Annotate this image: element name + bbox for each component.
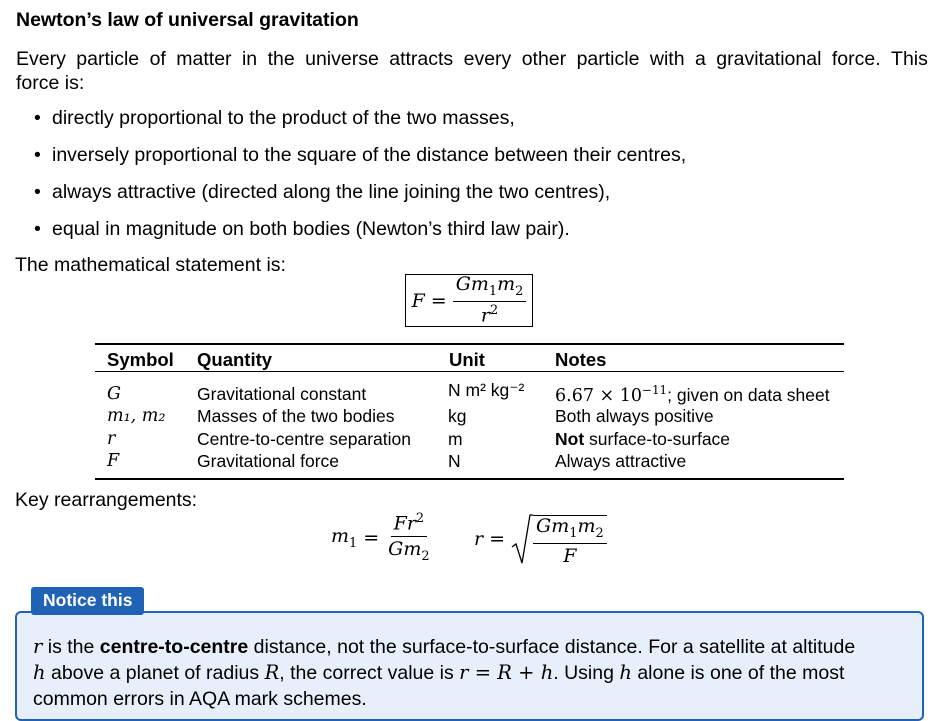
bullet-icon: • [34, 181, 41, 203]
intro-word: the [267, 48, 295, 70]
intro-word: of [149, 48, 166, 70]
bullet-text: always attractive (directed along the line joining the two centres), [52, 181, 611, 203]
table-cell-quantity: Gravitational force [197, 451, 340, 471]
table-rule-top [95, 343, 844, 345]
table-header-quantity: Quantity [197, 349, 273, 370]
bullet-icon: • [34, 144, 41, 166]
table-cell-unit: N m² kg⁻² [448, 380, 525, 400]
intro-paragraph [16, 47, 928, 95]
intro-word: with [649, 48, 685, 70]
table-cell-unit: N [448, 451, 461, 471]
equals-sign: = [489, 528, 506, 551]
table-cell-symbol: m₁, m₂ [107, 406, 166, 426]
intro-line-1 [16, 47, 928, 71]
radical-sign-icon [511, 513, 533, 565]
table-header-notes: Notes [555, 349, 607, 370]
rearrangement-m1-fraction: $\frac{Fr^2}{Gm_2}$ [388, 511, 430, 565]
intro-word: every [463, 48, 512, 70]
bullet-icon: • [34, 218, 41, 240]
notice-line-1: r is the centre-to-centre distance, not the surface-to-surface distance. For a satellite at altitude [33, 635, 856, 658]
bullet-text: directly proportional to the product of the two masses, [52, 107, 515, 129]
equation-denominator: $r^2$ [480, 303, 499, 327]
notice-line-3: common errors in AQA mark schemes. [33, 688, 367, 710]
intro-word: in [241, 48, 258, 70]
list-item [34, 218, 570, 241]
table-cell-symbol: G [107, 384, 121, 404]
intro-word: particle [76, 48, 140, 70]
page-title: Newton’s law of universal gravitation [16, 9, 359, 31]
table-cell-unit: m [448, 429, 463, 449]
rearrangement-r: r = $\frac{Gm_1m_2}{F}$ [474, 512, 607, 567]
list-item [34, 144, 686, 167]
equation-numerator: $Gm_1m_2$ [453, 274, 527, 302]
square-root [511, 512, 607, 567]
notice-line-2: h above a planet of radius R, the correct value is r = R + h. Using h alone is one of the most [33, 661, 845, 684]
intro-word: gravitational [716, 48, 822, 70]
bullet-icon: • [34, 107, 41, 129]
table-rule-bottom [95, 478, 844, 480]
notice-text [33, 634, 907, 712]
equation-fraction [453, 274, 527, 326]
intro-word: attracts [389, 48, 454, 70]
table-cell-notes: Both always positive [555, 406, 714, 426]
table-cell-symbol: F [107, 451, 120, 471]
table-cell-unit: kg [448, 406, 467, 426]
intro-word: force. [831, 48, 881, 70]
intro-word: This [891, 48, 928, 70]
intro-word: universe [305, 48, 379, 70]
equation-lhs: F [411, 289, 425, 312]
list-item [34, 107, 515, 130]
intro-word: matter [176, 48, 232, 70]
intro-word: particle [576, 48, 640, 70]
table-cell-quantity: Gravitational constant [197, 384, 367, 404]
intro-word: a [694, 48, 706, 70]
rearrangement-r-fraction: $\frac{Gm_1m_2}{F}$ [533, 515, 607, 567]
rearrangement-m1: $m_1$ = $\frac{Fr^2}{Gm_2}$ [331, 512, 433, 564]
table-rule-mid [95, 371, 844, 372]
intro-word: other [521, 48, 567, 70]
equals-sign: = [430, 289, 447, 312]
boxed-equation [405, 274, 533, 327]
table-cell-notes: Not surface-to-surface [555, 429, 731, 449]
table-cell-symbol: r [107, 429, 116, 449]
statement-label: The mathematical statement is: [15, 254, 286, 276]
table-cell-quantity: Centre-to-centre separation [197, 429, 411, 449]
bullet-text: inversely proportional to the square of the distance between their centres, [52, 144, 687, 166]
bullet-text: equal in magnitude on both bodies (Newton’s third law pair). [52, 218, 570, 240]
table-cell-quantity: Masses of the two bodies [197, 406, 395, 426]
table-cell-notes: Always attractive [555, 451, 687, 471]
equals-sign: = [363, 527, 380, 550]
intro-line-2: force is: [16, 72, 85, 94]
rearrangements-label: Key rearrangements: [15, 489, 198, 511]
table-header-unit: Unit [449, 349, 485, 370]
table-cell-notes: $6.67 \times 10^{-11}$; given on data sheet [555, 383, 830, 406]
list-item [34, 181, 610, 204]
table-header-symbol: Symbol [107, 349, 174, 370]
notice-tab-label: Notice this [31, 587, 144, 615]
intro-word: Every [16, 48, 66, 70]
